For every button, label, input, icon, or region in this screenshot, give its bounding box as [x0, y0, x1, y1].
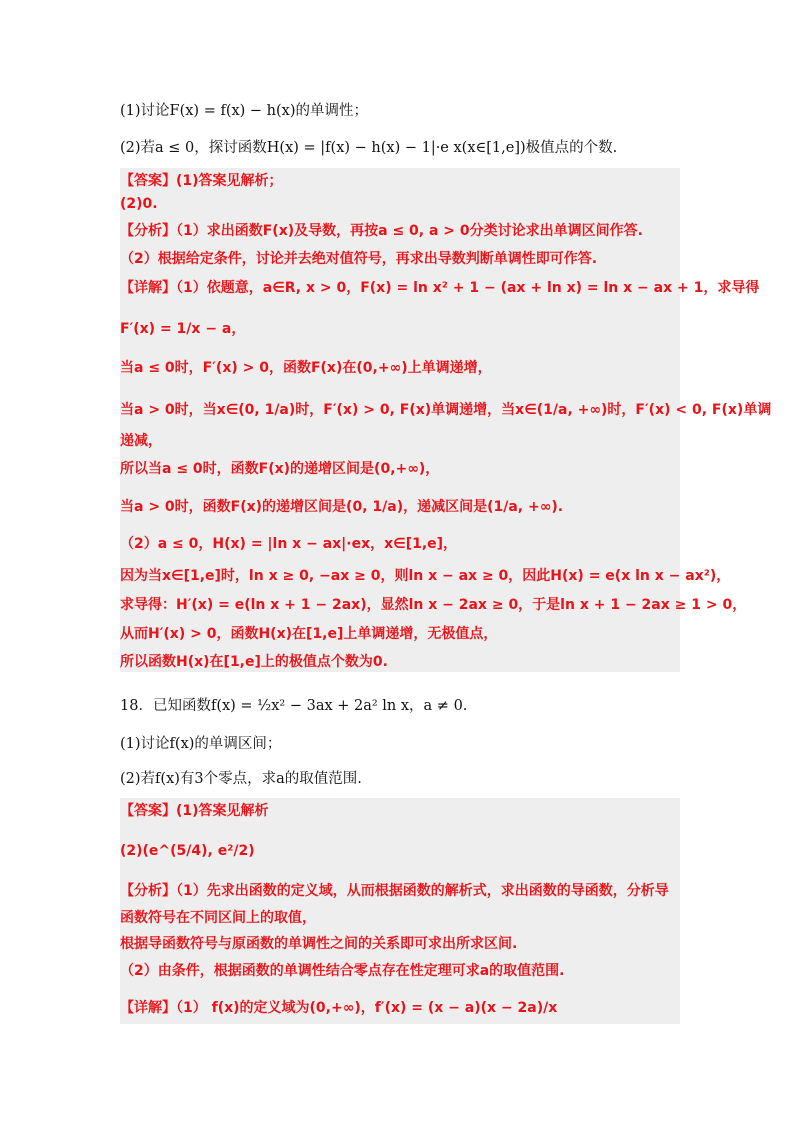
q18-part2: (2)若f(x)有3个零点，求a的取值范围.: [120, 771, 362, 787]
detail-17-line2: F′(x) = 1/x − a，: [120, 321, 246, 337]
detail-17-line1: 【详解】（1）依题意，a∈R, x > 0，F(x) = ln x² + 1 − (ax + ln x) = ln x − ax + 1，求导得: [120, 280, 760, 296]
detail-17-line12: 所以函数H(x)在[1,e]上的极值点个数为0.: [120, 654, 388, 670]
detail-17-line11: 从而H′(x) > 0，函数H(x)在[1,e]上单调递增，无极值点，: [120, 626, 498, 642]
q17-part1: (1)讨论F(x) = f(x) − h(x)的单调性；: [120, 103, 369, 119]
detail-17-line8: （2）a ≤ 0，H(x) = |ln x − ax|·ex，x∈[1,e]，: [120, 536, 458, 552]
detail-17-line4: 当a > 0时，当x∈(0, 1/a)时，F′(x) > 0, F(x)单调递增，当x∈(1/a, +∞)时，F′(x) < 0, F(x)单调: [120, 402, 772, 418]
analysis-18-line4: （2）由条件，根据函数的单调性结合零点存在性定理可求a的取值范围.: [120, 963, 565, 979]
detail-17-line6: 所以当a ≤ 0时，函数F(x)的递增区间是(0,+∞)，: [120, 461, 440, 477]
q17-part2: (2)若a ≤ 0，探讨函数H(x) = |f(x) − h(x) − 1|·e x(x∈[1,e])极值点的个数.: [120, 140, 618, 156]
q18-stem: 18．已知函数f(x) = ½x² − 3ax + 2a² ln x，a ≠ 0.: [120, 698, 468, 714]
analysis-17-line1: 【分析】（1）求出函数F(x)及导数，再按a ≤ 0, a > 0分类讨论求出单调区间作答.: [120, 223, 643, 239]
answer-18-line1: 【答案】(1)答案见解析: [120, 803, 269, 819]
analysis-18-line2: 函数符号在不同区间上的取值，: [120, 910, 316, 926]
analysis-17-line2: （2）根据给定条件，讨论并去绝对值符号，再求出导数判断单调性即可作答.: [120, 251, 598, 267]
answer-18-line2: (2)(e^(5/4), e²/2): [120, 843, 255, 859]
q18-part1: (1)讨论f(x)的单调区间；: [120, 736, 282, 752]
analysis-18-line3: 根据导函数符号与原函数的单调性之间的关系即可求出所求区间.: [120, 936, 518, 952]
detail-17-line5: 递减，: [120, 433, 162, 449]
detail-17-line9: 因为当x∈[1,e]时，ln x ≥ 0, −ax ≥ 0，则ln x − ax ≥ 0，因此H(x) = e(x ln x − ax²)，: [120, 568, 731, 584]
detail-17-line3: 当a ≤ 0时，F′(x) > 0，函数F(x)在(0,+∞)上单调递增，: [120, 360, 492, 376]
answer-17-line1: 【答案】(1)答案见解析；: [120, 173, 283, 189]
detail-18-line1: 【详解】（1） f(x)的定义域为(0,+∞)，f′(x) = (x − a)(x − 2a)/x: [120, 1000, 558, 1016]
detail-17-line7: 当a > 0时，函数F(x)的递增区间是(0, 1/a)，递减区间是(1/a, +∞).: [120, 499, 564, 515]
analysis-18-line1: 【分析】（1）先求出函数的定义域，从而根据函数的解析式，求出函数的导函数，分析导: [120, 883, 669, 899]
detail-17-line10: 求导得：H′(x) = e(ln x + 1 − 2ax)，显然ln x − 2ax ≥ 0，于是ln x + 1 − 2ax ≥ 1 > 0，: [120, 597, 747, 613]
answer-17-line2: (2)0.: [120, 196, 158, 212]
